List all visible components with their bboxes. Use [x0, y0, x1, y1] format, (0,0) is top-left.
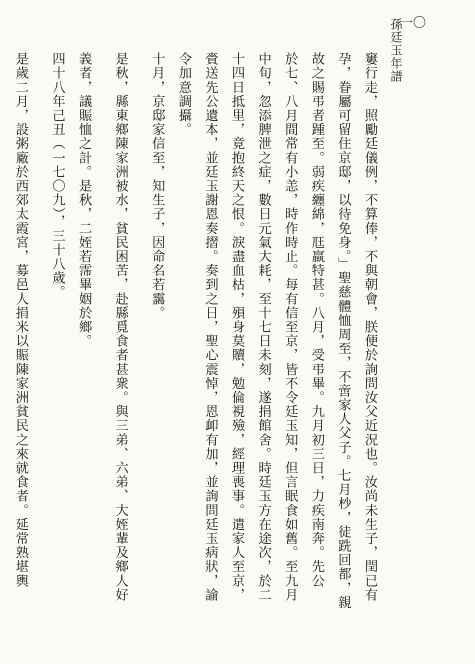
running-title: 孫廷玉年譜: [389, 18, 403, 83]
text-column: 於七、八月間常有小恙，時作時止。每有信至京，皆不令廷玉知，但言眠食如舊。至九月: [282, 52, 298, 602]
page-number: 一〇: [400, 16, 427, 31]
text-column: 故之賜弔者踵至。弱疾纏綿，尫羸特甚。八月，受弔畢。九月初三日，力疾南奔。先公: [308, 52, 324, 588]
text-column: 十四日抵里，竟抱終天之恨。淚盡血枯，殞身莫贖，勉倫視殮，經理喪事。遣家人至京，: [229, 52, 245, 602]
text-column: 中旬，忽添脾泄之症，數日元氣大耗，至十七日未刻，遂捐館舍。時廷玉方在途次，於二: [255, 52, 271, 602]
text-column: 孕，眷屬可留住京邸，以待免身。」聖慈體恤周至，不啻家人父子。七月杪，徒跣回都，親: [335, 52, 351, 610]
text-column: 令加意調攝。: [175, 52, 191, 137]
text-column: 是秋，縣東鄉陳家洲被水，貧民困苦，赴縣覓食者甚衆。與三弟、六弟、大姪輩及鄉人好: [112, 52, 128, 602]
text-column: 十月，京邸家信至，知生子，因命名若靄。: [149, 52, 165, 320]
text-column: 窶行走，照勵廷儀例，不算俸，不與朝會，朕便於詢問汝父近況也。汝尚未生子，閏已有: [362, 52, 377, 602]
text-column: 賫送先公遺本，並廷玉謝恩奏摺。奏到之日，聖心震悼，恩卹有加，並詢問廷玉病狀，諭: [202, 52, 218, 602]
text-column: 義者，議賑恤之計。是秋，二姪若霈畢姻於鄉。: [76, 52, 92, 349]
text-body: [0, 52, 382, 640]
year-heading: 四十八年己丑（一七〇九），三十八歲。: [49, 52, 65, 300]
text-column: 是歲二月，設粥廠於西郊太霞宮，募邑人捐米以賑陳家洲貧民之來就食者。延常熟堪輿: [12, 52, 28, 588]
